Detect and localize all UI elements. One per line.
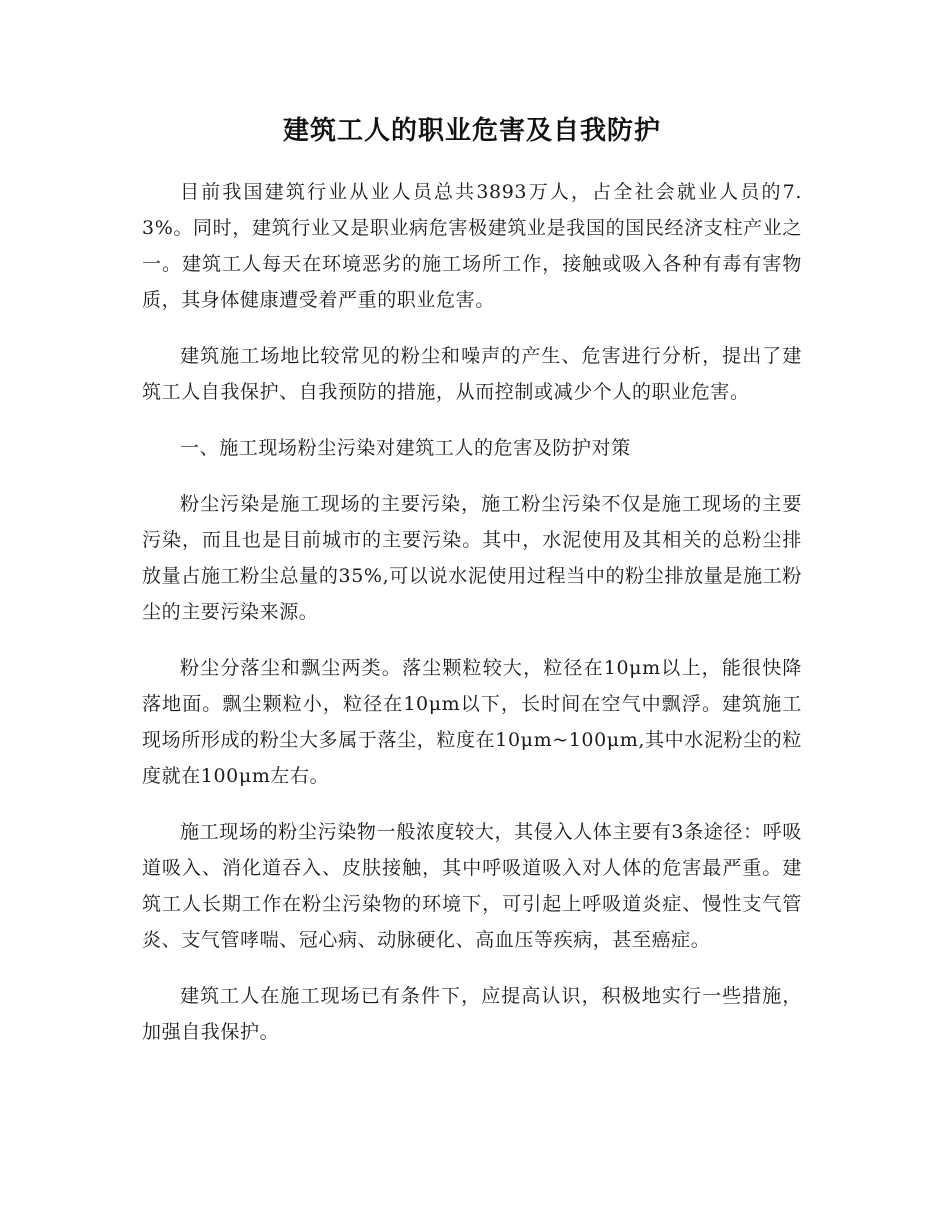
- section-heading-dust: 一、施工现场粉尘污染对建筑工人的危害及防护对策: [180, 437, 631, 459]
- document-title: 建筑工人的职业危害及自我防护: [282, 116, 661, 146]
- paragraph-summary: 建筑施工场地比较常见的粉尘和噪声的产生、危害进行分析，提出了建筑工人自我保护、自我预防的措施，从而控制或减少个人的职业危害。: [142, 345, 802, 403]
- paragraph-dust-types: 粉尘分落尘和飘尘两类。落尘颗粒较大，粒径在10μm以上，能很快降落地面。飘尘颗粒小，粒径在10μm以下，长时间在空气中飘浮。建筑施工现场所形成的粉尘大多属于落尘，粒度在10μm~100μm,其中水泥粉尘的粒度就在100μm左右。: [142, 657, 802, 787]
- paragraph-dust-intake: 施工现场的粉尘污染物一般浓度较大，其侵入人体主要有3条途径：呼吸道吸入、消化道吞入、皮肤接触，其中呼吸道吸入对人体的危害最严重。建筑工人长期工作在粉尘污染物的环境下，可引起上呼吸道炎症、慢性支气管炎、支气管哮喘、冠心病、动脉硬化、高血压等疾病，甚至癌症。: [142, 821, 802, 951]
- paragraph-intro: 目前我国建筑行业从业人员总共3893万人，占全社会就业人员的7.3%。同时，建筑行业又是职业病危害极建筑业是我国的国民经济支柱产业之一。建筑工人每天在环境恶劣的施工场所工作，接触或吸入各种有毒有害物质，其身体健康遭受着严重的职业危害。: [142, 181, 802, 311]
- paragraph-self-protection: 建筑工人在施工现场已有条件下，应提高认识，积极地实行一些措施，加强自我保护。: [142, 985, 802, 1043]
- document-body: [142, 110, 802, 1070]
- paragraph-dust-pollution: 粉尘污染是施工现场的主要污染，施工粉尘污染不仅是施工现场的主要污染，而且也是目前城市的主要污染。其中，水泥使用及其相关的总粉尘排放量占施工粉尘总量的35%,可以说水泥使用过程当中的粉尘排放量是施工粉尘的主要污染来源。: [142, 493, 802, 623]
